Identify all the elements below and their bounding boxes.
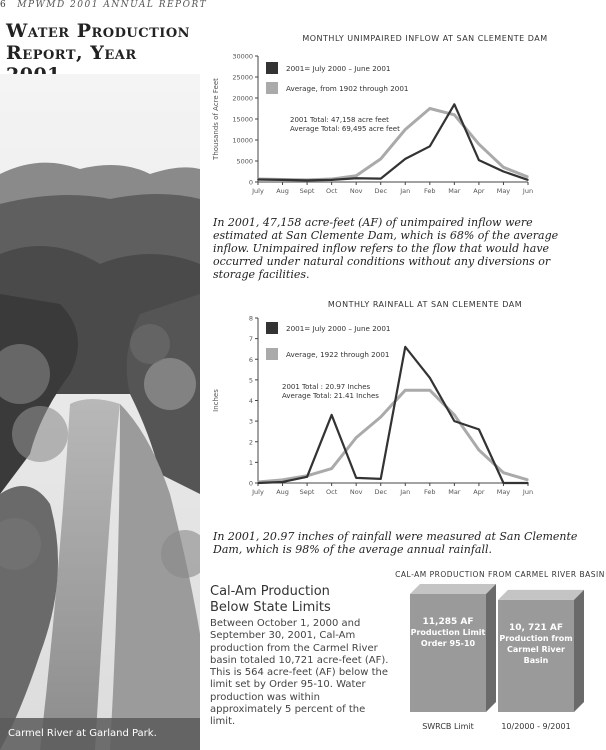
bar-top — [498, 590, 584, 600]
data-point-current — [527, 179, 529, 181]
data-point-current — [503, 171, 505, 173]
bar-data-label: 11,285 AF — [422, 617, 474, 627]
series-line-current — [258, 347, 528, 483]
data-point-average — [404, 129, 406, 131]
y-tick-label: 3 — [248, 417, 253, 426]
production-heading-line-1: Cal-Am Production — [210, 584, 330, 599]
data-point-average — [454, 114, 456, 116]
legend-swatch-current — [266, 322, 278, 334]
data-point-current — [257, 482, 259, 484]
x-tick-label: Nov — [349, 187, 363, 195]
x-tick-label: Nov — [349, 488, 363, 496]
legend-swatch-average — [266, 348, 278, 360]
page-title-line-1: Water Production — [6, 20, 191, 42]
x-tick-label: Mar — [448, 488, 461, 496]
y-axis-label: Thousands of Acre Feet — [212, 78, 220, 160]
total-annotation: Average Total: 69,495 acre feet — [290, 125, 400, 133]
data-point-current — [503, 482, 505, 484]
legend-swatch-current — [266, 62, 278, 74]
x-tick-label: Aug — [276, 187, 289, 195]
data-point-average — [478, 143, 480, 145]
data-point-average — [355, 175, 357, 177]
production-heading-line-2: Below State Limits — [210, 600, 331, 615]
data-point-current — [306, 180, 308, 182]
page-number: 6 — [0, 0, 8, 10]
y-tick-label: 2 — [248, 438, 253, 447]
data-point-current — [282, 481, 284, 483]
data-point-current — [331, 414, 333, 416]
data-point-current — [478, 159, 480, 161]
series-line-average — [258, 390, 528, 482]
x-tick-label: Sept — [299, 488, 315, 496]
river-photo — [0, 74, 200, 750]
data-point-average — [503, 472, 505, 474]
x-tick-label: Dec — [374, 187, 388, 195]
x-tick-label: Apr — [473, 488, 485, 496]
x-tick-label: Apr — [473, 187, 485, 195]
production-chart-title: CAL-AM PRODUCTION FROM CARMEL RIVER BASIN — [395, 570, 605, 579]
data-point-current — [282, 179, 284, 181]
inflow-chart-title: MONTHLY UNIMPAIRED INFLOW AT SAN CLEMENTE DAM — [302, 34, 548, 43]
x-tick-label: Dec — [374, 488, 388, 496]
x-tick-label: Jan — [400, 187, 411, 195]
y-tick-label: 8 — [248, 314, 253, 323]
x-tick-label: July — [252, 187, 264, 195]
data-point-average — [429, 108, 431, 110]
production-heading — [210, 584, 395, 616]
legend-label-current: 2001= July 2000 – June 2001 — [286, 324, 391, 333]
y-tick-label: 30000 — [232, 52, 253, 61]
data-point-current — [429, 146, 431, 148]
bar-data-label: Carmel River — [507, 644, 565, 654]
inflow-description: In 2001, 47,158 acre-feet (AF) of unimpaired inflow were estimated at San Clemente Dam, which is 68% of the average inflow. Unimpaired inflow refers to the flow that would have occurred under natural conditions without any diversions or storage facilities. — [213, 216, 559, 281]
x-tick-label: Jan — [400, 488, 411, 496]
data-point-current — [306, 476, 308, 478]
data-point-average — [527, 479, 529, 481]
y-tick-label: 4 — [248, 397, 253, 405]
x-tick-label: Feb — [424, 488, 436, 496]
data-point-current — [355, 177, 357, 179]
page-title-line-2: Report, Year — [6, 42, 137, 64]
data-point-current — [355, 477, 357, 479]
legend-label-current: 2001= July 2000 – June 2001 — [286, 64, 391, 73]
legend-swatch-average — [266, 82, 278, 94]
data-point-current — [404, 158, 406, 160]
data-point-current — [454, 104, 456, 106]
x-tick-label: May — [496, 488, 511, 496]
y-tick-label: 0 — [248, 479, 253, 488]
data-point-average — [380, 416, 382, 418]
data-point-current — [257, 179, 259, 181]
data-point-average — [429, 389, 431, 391]
y-tick-label: 1 — [248, 458, 253, 467]
data-point-current — [454, 420, 456, 422]
data-point-average — [331, 468, 333, 470]
bar-top — [410, 584, 496, 594]
data-point-average — [503, 167, 505, 169]
y-tick-label: 5000 — [236, 157, 253, 166]
y-axis-label: Inches — [212, 389, 220, 412]
photo-caption: Carmel River at Garland Park. — [0, 718, 200, 750]
x-tick-label: Sept — [299, 187, 315, 195]
inflow-chart — [210, 48, 550, 198]
bar-data-label: Production Limit — [410, 628, 486, 637]
data-point-average — [527, 176, 529, 178]
bar-side — [486, 584, 496, 712]
x-tick-label: July — [252, 488, 264, 496]
data-point-average — [355, 437, 357, 439]
production-body: Between October 1, 2000 and September 30, 2001, Cal-Am production from the Carmel River basin totaled 10,721 acre-feet (AF). This is 564 acre-feet (AF) below the limit set by Order 95-10. Water production was within approximately 5 percent of the limit. — [210, 618, 389, 728]
y-tick-label: 6 — [248, 355, 253, 364]
x-tick-label: Oct — [326, 488, 338, 496]
total-annotation: 2001 Total : 20.97 Inches — [282, 383, 371, 391]
y-tick-label: 15000 — [232, 115, 253, 124]
running-header — [0, 0, 207, 10]
data-point-current — [478, 429, 480, 431]
data-point-current — [380, 478, 382, 480]
x-tick-label: Oct — [326, 187, 338, 195]
x-category-label: 10/2000 - 9/2001 — [501, 722, 571, 731]
total-annotation: 2001 Total: 47,158 acre feet — [290, 116, 389, 124]
legend-label-average: Average, from 1902 through 2001 — [286, 84, 409, 93]
data-point-average — [454, 414, 456, 416]
data-point-current — [331, 179, 333, 181]
y-tick-label: 7 — [248, 335, 253, 344]
bar-data-label: Order 95-10 — [420, 639, 476, 648]
bar — [410, 594, 486, 712]
bar-data-label: 10, 721 AF — [508, 622, 564, 633]
bar-data-label: Basin — [523, 655, 549, 665]
bar-side — [574, 590, 584, 712]
data-point-current — [429, 377, 431, 379]
rainfall-chart — [210, 312, 550, 498]
rainfall-chart-title: MONTHLY RAINFALL AT SAN CLEMENTE DAM — [327, 300, 523, 309]
x-tick-label: Mar — [448, 187, 461, 195]
x-tick-label: Jun — [522, 488, 534, 496]
x-tick-label: Aug — [276, 488, 289, 496]
x-tick-label: Jun — [522, 187, 534, 195]
bar-data-label: Production from — [499, 633, 573, 643]
y-tick-label: 10000 — [232, 136, 253, 145]
running-title: MPWMD 2001 ANNUAL REPORT — [17, 0, 208, 10]
y-tick-label: 20000 — [232, 94, 253, 103]
total-annotation: Average Total: 21.41 Inches — [282, 392, 379, 400]
x-tick-label: Feb — [424, 187, 436, 195]
x-category-label: SWRCB Limit — [422, 722, 474, 731]
y-tick-label: 5 — [248, 376, 253, 385]
data-point-current — [380, 178, 382, 180]
data-point-average — [380, 158, 382, 160]
data-point-average — [404, 389, 406, 391]
rainfall-description: In 2001, 20.97 inches of rainfall were measured at San Clemente Dam, which is 98% of the average annual rainfall. — [213, 530, 578, 556]
y-tick-label: 25000 — [232, 73, 253, 82]
x-tick-label: May — [496, 187, 511, 195]
data-point-current — [527, 482, 529, 484]
y-tick-label: 0 — [248, 178, 253, 187]
production-chart — [398, 582, 604, 742]
legend-label-average: Average, 1922 through 2001 — [286, 350, 390, 359]
data-point-average — [282, 479, 284, 481]
data-point-average — [478, 449, 480, 451]
data-point-current — [404, 346, 406, 348]
